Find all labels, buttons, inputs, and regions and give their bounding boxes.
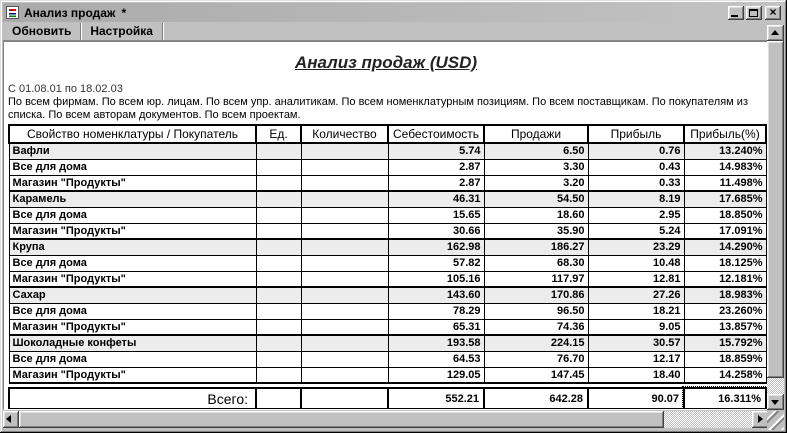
row-profit-cell[interactable]: 23.29 (588, 239, 684, 255)
table-row[interactable] (9, 303, 766, 319)
row-profit-pct-cell[interactable]: 15.792% (684, 335, 766, 351)
minimize-button[interactable] (728, 6, 744, 20)
row-sales-cell[interactable]: 224.15 (484, 335, 588, 351)
row-qty-cell[interactable] (301, 159, 388, 175)
vertical-scroll-track[interactable] (767, 378, 784, 394)
horizontal-scrollbar[interactable] (3, 411, 769, 428)
report-table (8, 124, 767, 384)
row-name-cell[interactable]: Магазин "Продукты" (9, 367, 256, 383)
scroll-up-button[interactable] (767, 25, 784, 41)
table-row[interactable] (9, 287, 766, 303)
vertical-scroll-thumb[interactable] (767, 41, 784, 378)
total-label: Всего: (9, 388, 256, 409)
row-name-cell[interactable]: Все для дома (9, 303, 256, 319)
row-sales-cell[interactable]: 6.50 (484, 143, 588, 159)
row-sales-cell[interactable]: 18.60 (484, 207, 588, 223)
row-profit-pct-cell[interactable]: 18.125% (684, 255, 766, 271)
row-name-cell[interactable]: Магазин "Продукты" (9, 175, 256, 191)
maximize-button[interactable] (746, 6, 762, 20)
row-name-cell[interactable]: Сахар (9, 287, 256, 303)
vertical-scrollbar[interactable] (767, 25, 784, 410)
row-unit-cell[interactable] (256, 319, 301, 335)
row-qty-cell[interactable] (301, 367, 388, 383)
toolbar (3, 23, 767, 41)
row-profit-cell[interactable]: 0.43 (588, 159, 684, 175)
table-row[interactable] (9, 271, 766, 287)
arrow-down-icon (771, 400, 779, 405)
column-header-unit: Ед. (256, 125, 301, 143)
row-sales-cell[interactable]: 96.50 (484, 303, 588, 319)
row-qty-cell[interactable] (301, 287, 388, 303)
scroll-down-button[interactable] (767, 394, 784, 410)
total-sales-cell[interactable]: 642.28 (484, 388, 588, 409)
row-profit-pct-cell[interactable]: 14.290% (684, 239, 766, 255)
row-cost-cell[interactable]: 5.74 (388, 143, 484, 159)
row-unit-cell[interactable] (256, 239, 301, 255)
row-name-cell[interactable]: Магазин "Продукты" (9, 319, 256, 335)
table-row[interactable] (9, 239, 766, 255)
row-name-cell[interactable]: Крупа (9, 239, 256, 255)
row-cost-cell[interactable]: 2.87 (388, 175, 484, 191)
row-profit-cell[interactable]: 18.21 (588, 303, 684, 319)
row-qty-cell[interactable] (301, 255, 388, 271)
row-unit-cell[interactable] (256, 191, 301, 207)
row-profit-pct-cell[interactable]: 13.240% (684, 143, 766, 159)
row-profit-pct-cell[interactable]: 14.258% (684, 367, 766, 383)
row-sales-cell[interactable]: 3.30 (484, 159, 588, 175)
report-title: Анализ продаж (USD) (294, 53, 478, 72)
row-profit-cell[interactable]: 12.81 (588, 271, 684, 287)
row-sales-cell[interactable]: 35.90 (484, 223, 588, 239)
row-profit-cell[interactable]: 10.48 (588, 255, 684, 271)
column-header-name: Свойство номенклатуры / Покупатель (9, 125, 256, 143)
row-unit-cell[interactable] (256, 159, 301, 175)
unsaved-marker: * (121, 5, 127, 20)
row-profit-cell[interactable]: 2.95 (588, 207, 684, 223)
arrow-up-icon (771, 30, 779, 35)
row-profit-pct-cell[interactable]: 18.859% (684, 351, 766, 367)
row-unit-cell[interactable] (256, 303, 301, 319)
row-qty-cell[interactable] (301, 143, 388, 159)
row-cost-cell[interactable]: 57.82 (388, 255, 484, 271)
table-row[interactable] (9, 159, 766, 175)
report-table-body (9, 143, 766, 383)
maximize-icon (749, 9, 758, 17)
column-header-qty: Количество (301, 125, 388, 143)
row-profit-pct-cell[interactable]: 18.983% (684, 287, 766, 303)
table-row[interactable] (9, 207, 766, 223)
row-profit-pct-cell[interactable]: 18.850% (684, 207, 766, 223)
row-sales-cell[interactable]: 147.45 (484, 367, 588, 383)
close-icon: × (769, 4, 777, 19)
row-name-cell[interactable]: Все для дома (9, 207, 256, 223)
row-cost-cell[interactable]: 193.58 (388, 335, 484, 351)
row-qty-cell[interactable] (301, 175, 388, 191)
row-profit-pct-cell[interactable]: 12.181% (684, 271, 766, 287)
row-cost-cell[interactable]: 64.53 (388, 351, 484, 367)
table-row[interactable] (9, 191, 766, 207)
row-qty-cell[interactable] (301, 303, 388, 319)
row-unit-cell[interactable] (256, 143, 301, 159)
row-unit-cell[interactable] (256, 175, 301, 191)
title-bar (3, 3, 784, 22)
row-sales-cell[interactable]: 170.86 (484, 287, 588, 303)
table-row[interactable] (9, 223, 766, 239)
row-unit-cell[interactable] (256, 255, 301, 271)
row-unit-cell[interactable] (256, 207, 301, 223)
row-profit-cell[interactable]: 9.05 (588, 319, 684, 335)
row-unit-cell[interactable] (256, 367, 301, 383)
horizontal-scroll-thumb[interactable] (19, 411, 664, 428)
row-name-cell[interactable]: Карамель (9, 191, 256, 207)
row-unit-cell[interactable] (256, 335, 301, 351)
row-name-cell[interactable]: Все для дома (9, 159, 256, 175)
table-header-row (9, 125, 766, 143)
row-cost-cell[interactable]: 2.87 (388, 159, 484, 175)
row-profit-pct-cell[interactable]: 23.260% (684, 303, 766, 319)
row-sales-cell[interactable]: 117.97 (484, 271, 588, 287)
row-name-cell[interactable]: Магазин "Продукты" (9, 271, 256, 287)
report-period: С 01.08.01 по 18.02.03 (8, 83, 123, 95)
row-sales-cell[interactable]: 76.70 (484, 351, 588, 367)
close-button[interactable] (765, 6, 781, 20)
table-row[interactable] (9, 319, 766, 335)
column-header-cost: Себестоимость (388, 125, 484, 143)
arrow-right-icon (758, 415, 763, 423)
row-profit-pct-cell[interactable]: 17.685% (684, 191, 766, 207)
row-name-cell[interactable]: Вафли (9, 143, 256, 159)
row-profit-pct-cell[interactable]: 17.091% (684, 223, 766, 239)
report-filters: По всем фирмам. По всем юр. лицам. По всем упр. аналитикам. По всем номенклатурным позициям. По всем поставщикам. По покупателям из списка. По всем авторам документов. По всем проектам. (8, 96, 748, 121)
row-qty-cell[interactable] (301, 223, 388, 239)
row-unit-cell[interactable] (256, 351, 301, 367)
minimize-icon (731, 15, 738, 17)
row-name-cell[interactable]: Шоколадные конфеты (9, 335, 256, 351)
row-profit-pct-cell[interactable]: 11.498% (684, 175, 766, 191)
row-qty-cell[interactable] (301, 351, 388, 367)
row-qty-cell[interactable] (301, 207, 388, 223)
row-cost-cell[interactable]: 65.31 (388, 319, 484, 335)
row-profit-cell[interactable]: 0.33 (588, 175, 684, 191)
scroll-left-button[interactable] (3, 411, 19, 428)
row-sales-cell[interactable]: 74.36 (484, 319, 588, 335)
row-sales-cell[interactable]: 186.27 (484, 239, 588, 255)
column-header-profit: Прибыль (588, 125, 684, 143)
total-profit-cell[interactable]: 90.07 (588, 388, 684, 409)
row-unit-cell[interactable] (256, 223, 301, 239)
refresh-button[interactable]: Обновить (3, 23, 81, 40)
total-unit-cell[interactable] (256, 388, 301, 409)
column-header-sales: Продажи (484, 125, 588, 143)
horizontal-scroll-track[interactable] (664, 411, 752, 428)
column-header-profit-pct: Прибыль(%) (684, 125, 766, 143)
row-profit-cell[interactable]: 30.57 (588, 335, 684, 351)
arrow-left-icon (6, 415, 11, 423)
row-name-cell[interactable]: Все для дома (9, 351, 256, 367)
row-cost-cell[interactable]: 15.65 (388, 207, 484, 223)
row-cost-cell[interactable]: 143.60 (388, 287, 484, 303)
total-row (9, 388, 766, 409)
total-table (8, 387, 767, 410)
row-name-cell[interactable]: Все для дома (9, 255, 256, 271)
row-cost-cell[interactable]: 129.05 (388, 367, 484, 383)
table-row[interactable] (9, 175, 766, 191)
total-cost-cell[interactable]: 552.21 (388, 388, 484, 409)
row-qty-cell[interactable] (301, 335, 388, 351)
table-row[interactable] (9, 351, 766, 367)
row-profit-cell[interactable]: 27.26 (588, 287, 684, 303)
total-profit-pct-cell[interactable]: 16.311% (684, 388, 766, 409)
row-cost-cell[interactable]: 78.29 (388, 303, 484, 319)
row-sales-cell[interactable]: 54.50 (484, 191, 588, 207)
table-row[interactable] (9, 367, 766, 383)
table-row[interactable] (9, 143, 766, 159)
row-profit-cell[interactable]: 5.24 (588, 223, 684, 239)
row-unit-cell[interactable] (256, 271, 301, 287)
total-qty-cell[interactable] (301, 388, 388, 409)
row-profit-pct-cell[interactable]: 13.857% (684, 319, 766, 335)
row-cost-cell[interactable]: 162.98 (388, 239, 484, 255)
row-qty-cell[interactable] (301, 239, 388, 255)
row-profit-cell[interactable]: 18.40 (588, 367, 684, 383)
row-profit-cell[interactable]: 12.17 (588, 351, 684, 367)
row-profit-cell[interactable]: 8.19 (588, 191, 684, 207)
row-cost-cell[interactable]: 46.31 (388, 191, 484, 207)
table-row[interactable] (9, 335, 766, 351)
row-cost-cell[interactable]: 30.66 (388, 223, 484, 239)
row-qty-cell[interactable] (301, 191, 388, 207)
row-name-cell[interactable]: Магазин "Продукты" (9, 223, 256, 239)
row-profit-pct-cell[interactable]: 14.983% (684, 159, 766, 175)
resize-grip[interactable] (767, 411, 784, 430)
row-sales-cell[interactable]: 68.30 (484, 255, 588, 271)
row-qty-cell[interactable] (301, 271, 388, 287)
settings-button[interactable]: Настройка (81, 23, 163, 40)
table-row[interactable] (9, 255, 766, 271)
window-title: Анализ продаж (24, 5, 116, 20)
row-cost-cell[interactable]: 105.16 (388, 271, 484, 287)
row-profit-cell[interactable]: 0.76 (588, 143, 684, 159)
row-qty-cell[interactable] (301, 319, 388, 335)
row-sales-cell[interactable]: 3.20 (484, 175, 588, 191)
report-window-icon (6, 6, 19, 19)
row-unit-cell[interactable] (256, 287, 301, 303)
report-area (3, 41, 769, 410)
